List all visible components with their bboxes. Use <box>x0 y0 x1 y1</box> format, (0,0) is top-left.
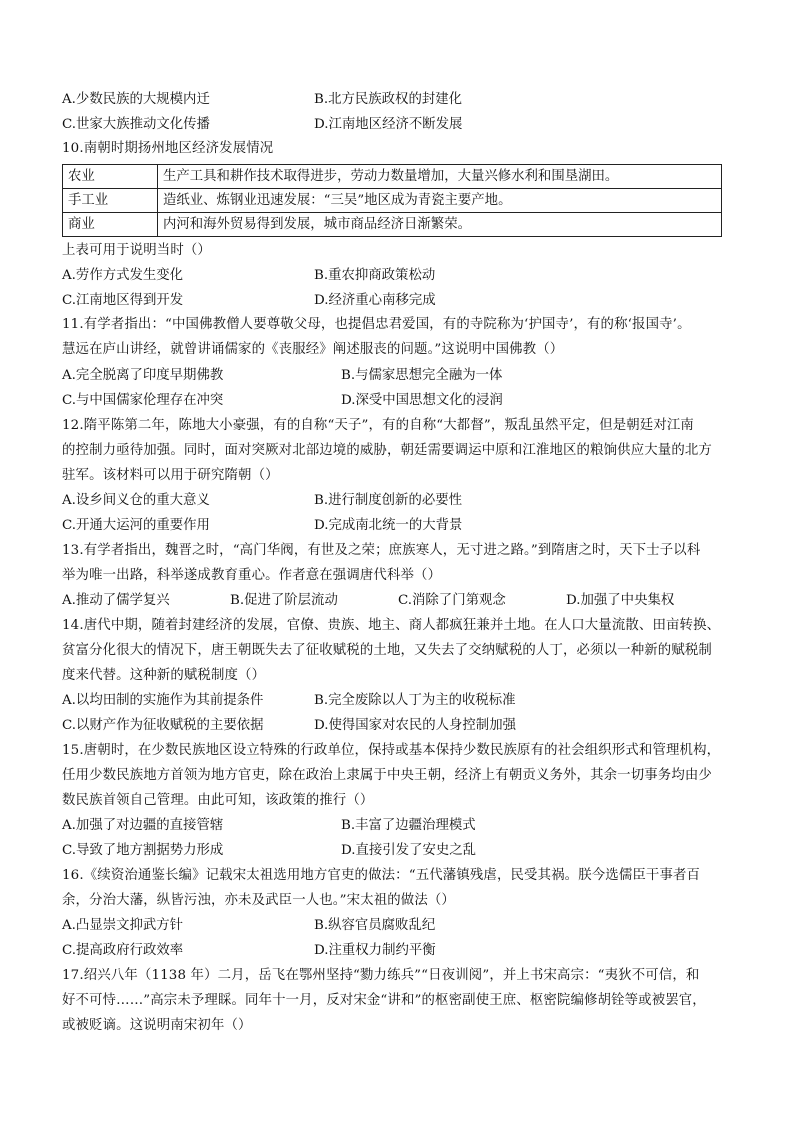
q13-option-b[interactable]: B.促进了阶层流动 <box>230 593 338 608</box>
q10-option-a[interactable]: A.劳作方式发生变化 <box>62 268 184 283</box>
table-cell-desc: 生产工具和耕作技术取得进步，劳动力数量增加，大量兴修水利和围垦湖田。 <box>158 165 722 189</box>
q13-option-c[interactable]: C.消除了门第观念 <box>398 593 506 608</box>
table-cell-sector: 手工业 <box>63 189 158 213</box>
q14-stem-line3: 度来代替。这种新的赋税制度（） <box>62 668 266 683</box>
q14-option-d[interactable]: D.使得国家对农民的人身控制加强 <box>314 718 516 733</box>
q9-option-c[interactable]: C.世家大族推动文化传播 <box>62 117 210 132</box>
q13-option-d[interactable]: D.加强了中央集权 <box>566 593 675 608</box>
q12-stem-line2: 的控制力亟待加强。同时，面对突厥对北部边境的威胁，朝廷需要调运中原和江淮地区的粮饷供应大量的北方 <box>62 443 712 458</box>
q17-stem-line1: 17.绍兴八年（1138 年）二月，岳飞在鄂州坚持“勠力练兵”“日夜训阅”，并上书宋高宗：“夷狄不可信，和 <box>62 968 700 983</box>
q11-stem-line1: 11.有学者指出：“中国佛教僧人要尊敬父母，也提倡忠君爱国，有的寺院称为‘护国寺’，有的称‘报国寺’。 <box>62 317 691 332</box>
q14-option-c[interactable]: C.以财产作为征收赋税的主要依据 <box>62 718 264 733</box>
table-row <box>63 213 722 237</box>
q12-option-a[interactable]: A.设乡间义仓的重大意义 <box>62 493 210 508</box>
q15-option-d[interactable]: D.直接引发了安史之乱 <box>341 843 477 858</box>
q15-option-a[interactable]: A.加强了对边疆的直接管辖 <box>62 818 224 833</box>
table-row <box>63 165 722 189</box>
q10-option-c[interactable]: C.江南地区得到开发 <box>62 293 184 308</box>
q11-stem-line2: 慧远在庐山讲经，就曾讲诵儒家的《丧服经》阐述服丧的问题。”这说明中国佛教（） <box>62 342 564 357</box>
q12-stem-line3: 驻军。该材料可以用于研究隋朝（） <box>62 468 279 483</box>
q13-option-a[interactable]: A.推动了儒学复兴 <box>62 593 170 608</box>
q12-option-c[interactable]: C.开通大运河的重要作用 <box>62 518 210 533</box>
q11-option-d[interactable]: D.深受中国思想文化的浸润 <box>341 393 503 408</box>
q10-stem: 上表可用于说明当时（） <box>62 243 211 258</box>
q9-option-b[interactable]: B.北方民族政权的封建化 <box>314 92 463 107</box>
q15-option-c[interactable]: C.导致了地方割据势力形成 <box>62 843 224 858</box>
q12-stem-line1: 12.隋平陈第二年，陈地大小豪强，有的自称“天子”，有的自称“大都督”，叛乱虽然平定，但是朝廷对江南 <box>62 418 694 433</box>
q14-option-b[interactable]: B.完全废除以人丁为主的收税标准 <box>314 693 516 708</box>
q9-option-d[interactable]: D.江南地区经济不断发展 <box>314 117 463 132</box>
q11-option-b[interactable]: B.与儒家思想完全融为一体 <box>341 368 503 383</box>
q12-option-b[interactable]: B.进行制度创新的必要性 <box>314 493 463 508</box>
table-cell-sector: 商业 <box>63 213 158 237</box>
q13-stem-line1: 13.有学者指出，魏晋之时，“高门华阀，有世及之荣；庶族寒人，无寸进之路。”到隋唐之时，天下士子以科 <box>62 543 701 558</box>
q10-option-b[interactable]: B.重农抑商政策松动 <box>314 268 436 283</box>
q15-stem-line2: 任用少数民族地方首领为地方官吏，除在政治上隶属于中央王朝，经济上有朝贡义务外，其余一切事务均由少 <box>62 768 712 783</box>
q10-option-d[interactable]: D.经济重心南移完成 <box>314 293 436 308</box>
q16-stem-line2: 余，分治大藩，纵皆污浊，亦未及武臣一人也。”宋太祖的做法（） <box>62 893 455 908</box>
q16-option-a[interactable]: A.凸显崇文抑武方针 <box>62 918 184 933</box>
q15-stem-line1: 15.唐朝时，在少数民族地区设立特殊的行政单位，保持或基本保持少数民族原有的社会组织形式和管理机构， <box>62 743 721 758</box>
q14-stem-line2: 贫富分化很大的情况下，唐王朝既失去了征收赋税的土地，又失去了交纳赋税的人丁，必须以一种新的赋税制 <box>62 643 712 658</box>
q12-option-d[interactable]: D.完成南北统一的大背景 <box>314 518 463 533</box>
table-cell-desc: 内河和海外贸易得到发展，城市商品经济日渐繁荣。 <box>158 213 722 237</box>
q16-option-d[interactable]: D.注重权力制约平衡 <box>314 943 436 958</box>
q16-stem-line1: 16.《续资治通鉴长编》记载宋太祖选用地方官吏的做法：“五代藩镇残虐，民受其祸。朕今选儒臣干事者百 <box>62 868 701 883</box>
q17-stem-line2: 好不可恃……”高宗未予理睬。同年十一月，反对宋金“讲和”的枢密副使王庶、枢密院编修胡铨等或被罢官， <box>62 993 706 1008</box>
table-cell-desc: 造纸业、炼钢业迅速发展：“三吴”地区成为青瓷主要产地。 <box>158 189 722 213</box>
q11-option-a[interactable]: A.完全脱离了印度早期佛教 <box>62 368 224 383</box>
q9-option-a[interactable]: A.少数民族的大规模内迁 <box>62 92 210 107</box>
q10-title: 10.南朝时期扬州地区经济发展情况 <box>62 141 274 156</box>
q15-stem-line3: 数民族首领自己管理。由此可知，该政策的推行（） <box>62 793 374 808</box>
q10-table <box>62 164 722 237</box>
q14-stem-line1: 14.唐代中期，随着封建经济的发展，官僚、贵族、地主、商人都疯狂兼并土地。在人口大量流散、田亩转换、 <box>62 618 721 633</box>
q16-option-c[interactable]: C.提高政府行政效率 <box>62 943 184 958</box>
q17-stem-line3: 或被贬谪。这说明南宋初年（） <box>62 1018 252 1033</box>
q15-option-b[interactable]: B.丰富了边疆治理模式 <box>341 818 476 833</box>
q16-option-b[interactable]: B.纵容官员腐败乱纪 <box>314 918 436 933</box>
q13-stem-line2: 举为唯一出路，科举遂成教育重心。作者意在强调唐代科举（） <box>62 568 442 583</box>
q14-option-a[interactable]: A.以均田制的实施作为其前提条件 <box>62 693 264 708</box>
q11-option-c[interactable]: C.与中国儒家伦理存在冲突 <box>62 393 224 408</box>
table-cell-sector: 农业 <box>63 165 158 189</box>
table-row <box>63 189 722 213</box>
